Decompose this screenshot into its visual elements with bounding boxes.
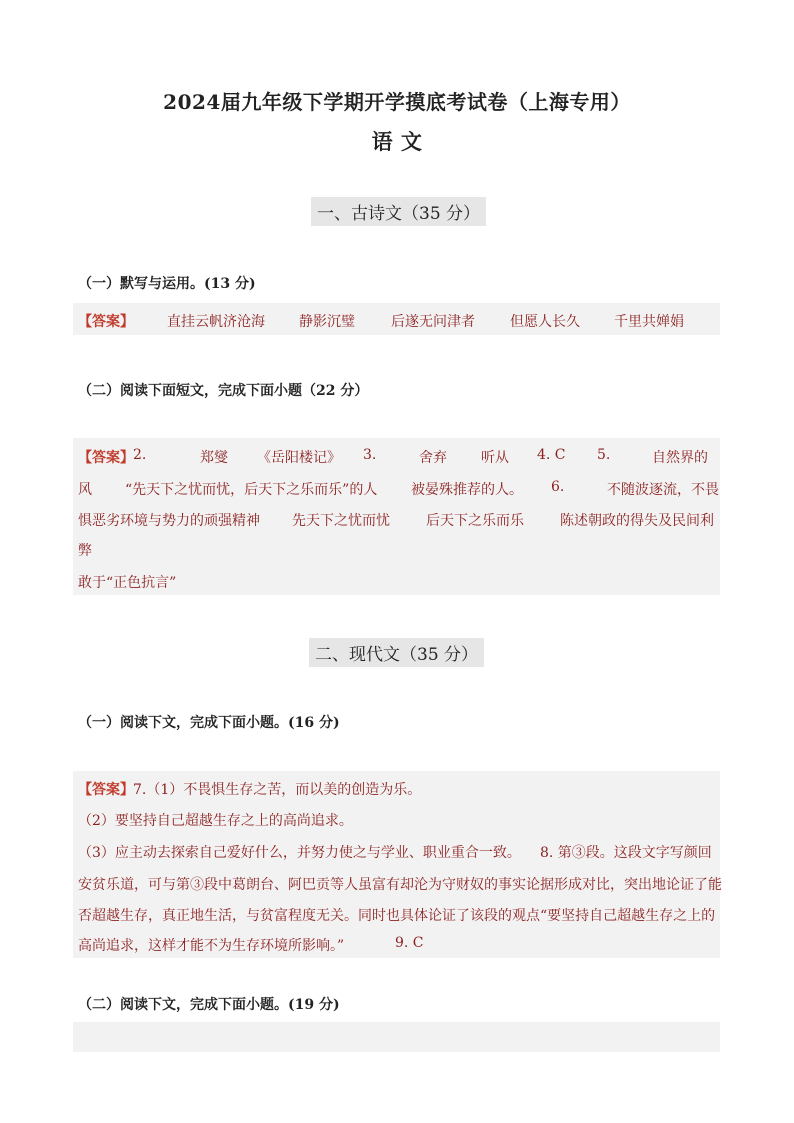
answer-item: 6. [551,479,565,495]
answer-item: 惧恶劣环境与势力的顽强精神 [78,513,260,529]
answer-item: 直挂云帆济沧海 [167,314,265,330]
answer-item: 自然界的 [652,450,708,466]
answer-item: 听从 [481,450,509,466]
answer-box-modern-2 [73,1022,720,1052]
answer-line: （2）要坚持自己超越生存之上的高尚追求。 [78,813,353,829]
answer-item: 4. C [537,447,566,463]
section-heading-modern: 二、现代文（35 分） [309,638,484,667]
exam-title: 2024届九年级下学期开学摸底考试卷（上海专用） [163,90,631,114]
answer-tag: 【答案】 [78,314,134,330]
answer-item: 先天下之忧而忧 [292,513,390,529]
part-label-dictation: （一）默写与运用。(13 分) [78,276,256,292]
answer-item: 郑燮 [200,450,228,466]
answer-item: “先天下之忧而忧，后天下之乐而乐”的人 [125,482,378,498]
part-label-modern-1: （一）阅读下文，完成下面小题。(16 分) [78,715,340,731]
answer-item: 后遂无问津者 [391,314,475,330]
part-label-reading: （二）阅读下面短文，完成下面小题（22 分） [78,383,369,399]
subject-title: 语 文 [371,129,423,154]
answer-item: 舍弃 [419,450,447,466]
answer-item: 《岳阳楼记》 [257,450,341,466]
answer-item: 敢于“正色抗言” [78,575,177,591]
answer-line: 否超越生存，真正地生活，与贫富程度无关。同时也具体论证了该段的观点“要坚持自己超越生存之上的 [78,908,716,924]
answer-line: 8. 第③段。这段文字写颜回 [540,845,712,861]
answer-item: 3. [363,447,377,463]
answer-line: 9. C [395,935,424,951]
answer-line: 安贫乐道，可与第③段中葛朗台、阿巴贡等人虽富有却沦为守财奴的事实论据形成对比，突出地论证了能 [78,877,722,893]
answer-box-dictation [73,303,720,335]
answer-item: 弊 [78,543,92,559]
answer-line: 7.（1）不畏惧生存之苦，而以美的创造为乐。 [133,782,422,798]
answer-item: 后天下之乐而乐 [426,513,524,529]
answer-item: 但愿人长久 [510,314,580,330]
section-heading-classical: 一、古诗文（35 分） [311,197,486,226]
answer-box-reading [73,438,720,595]
answer-item: 5. [597,447,611,463]
answer-item: 静影沉璧 [299,314,355,330]
part-label-modern-2: （二）阅读下文，完成下面小题。(19 分) [78,997,340,1013]
answer-item: 千里共婵娟 [614,314,684,330]
answer-box-modern-1 [73,771,720,958]
answer-line: 高尚追求，这样才能不为生存环境所影响。” [78,938,345,954]
answer-line: （3）应主动去探索自己爱好什么，并努力使之与学业、职业重合一致。 [78,845,521,861]
answer-item: 2. [133,447,147,463]
answer-tag: 【答案】 [78,782,134,798]
answer-item: 陈述朝政的得失及民间利 [560,513,714,529]
answer-item: 风 [78,482,92,498]
answer-item: 被晏殊推荐的人。 [411,482,523,498]
answer-item: 不随波逐流，不畏 [607,482,719,498]
answer-tag: 【答案】 [78,450,134,466]
